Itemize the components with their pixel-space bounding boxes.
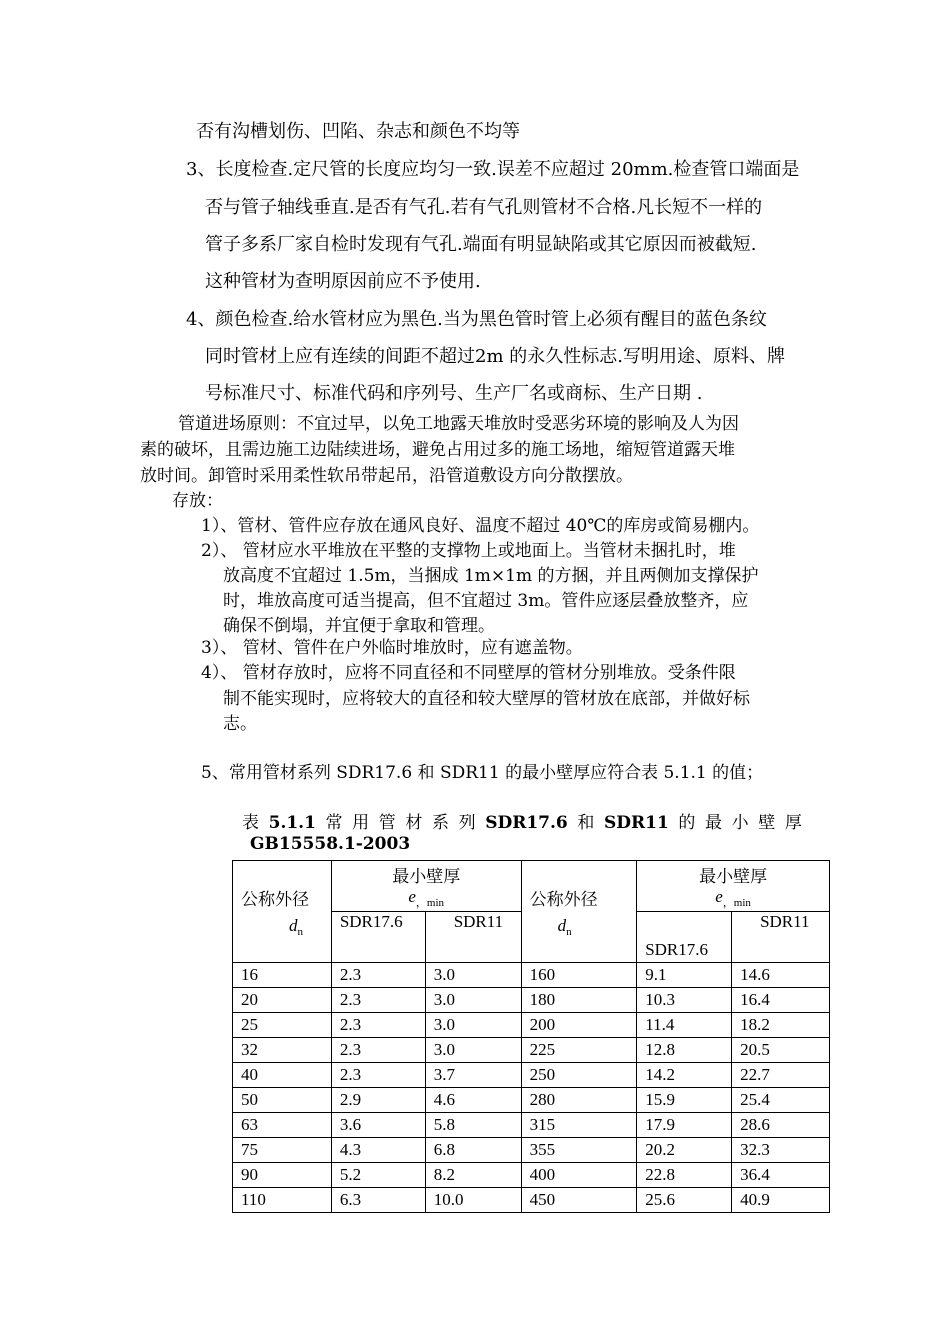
table-cell: 3.6 [331,1113,425,1138]
caption-word: 表 [242,813,259,833]
table-caption [242,813,802,855]
dn-symbol: $d_n$ [557,916,572,938]
table-cell: 6.3 [331,1188,425,1213]
text-line: 5、常用管材系列 SDR17.6 和 SDR11 的最小壁厚应符合表 5.1.1 的值； [201,763,764,783]
text-line: 否有沟槽划伤、凹陷、杂志和颜色不均等 [196,121,520,142]
table-cell: 20 [233,988,332,1013]
table-cell: 25 [233,1013,332,1038]
table-cell: 16 [233,963,332,988]
text-line: 4）、 管材存放时，应将不同直径和不同壁厚的管材分别堆放。受条件限 [201,663,736,683]
table-cell: 160 [521,963,637,988]
table-row [233,1088,830,1113]
dn-symbol: $d_n$ [289,916,303,938]
table-row [233,1113,830,1138]
dn-header-label: 公称外径 [241,890,309,909]
table-cell: 3.0 [425,963,521,988]
table-cell: 9.1 [637,963,732,988]
emin-header-cell [637,861,830,912]
table-cell: 20.2 [637,1138,732,1163]
table-cell: 5.2 [331,1163,425,1188]
table-cell: 40 [233,1063,332,1088]
table-row [233,1063,830,1088]
table-cell: 2.3 [331,1038,425,1063]
table-cell: 250 [521,1063,637,1088]
table-cell: 180 [521,988,637,1013]
text-line: 制不能实现时，应将较大的直径和较大壁厚的管材放在底部，并做好标 [223,689,750,709]
table-cell: 225 [521,1038,637,1063]
table-cell: 75 [233,1138,332,1163]
caption-word: 列 [458,813,476,833]
table-cell: 315 [521,1113,637,1138]
caption-word: SDR17.6 [485,813,568,833]
text-line: 3、长度检查.定尺管的长度应均匀一致.误差不应超过 20mm.检查管口端面是 [186,159,800,180]
text-line: 同时管材上应有连续的间距不超过2m 的永久性标志.写明用途、原料、牌 [205,346,785,367]
text-line: 存放： [172,491,223,511]
caption-word: 厚 [784,813,802,833]
table-header-row [233,861,830,912]
text-line: 时，堆放高度可适当提高，但不宜超过 3m。管件应逐层叠放整齐，应 [223,591,749,611]
table-cell: 28.6 [732,1113,830,1138]
table-cell: 10.3 [637,988,732,1013]
table-cell: 2.3 [331,1063,425,1088]
table-row [233,1013,830,1038]
caption-word: 和 [577,813,595,833]
caption-word: 5.1.1 [268,813,316,833]
table-cell: 15.9 [637,1088,732,1113]
table-cell: 32.3 [732,1138,830,1163]
table-cell: 2.9 [331,1088,425,1113]
caption-line-1 [242,813,802,834]
sdr11-header: SDR11 [425,912,521,963]
table-cell: 36.4 [732,1163,830,1188]
table-cell: 355 [521,1138,637,1163]
dn-header-cell [233,861,332,963]
table-cell: 2.3 [331,963,425,988]
text-line: 确保不倒塌，并宜便于拿取和管理。 [223,616,495,636]
table-cell: 200 [521,1013,637,1038]
table-cell: 18.2 [732,1013,830,1038]
table-row [233,988,830,1013]
table-cell: 4.3 [331,1138,425,1163]
table-cell: 17.9 [637,1113,732,1138]
emin-symbol: $e_{,min}$ [715,887,751,909]
table-cell: 16.4 [732,988,830,1013]
text-line: 2）、 管材应水平堆放在平整的支撑物上或地面上。当管材未捆扎时，堆 [201,541,736,561]
caption-word: 材 [405,813,423,833]
table-cell: 400 [521,1163,637,1188]
table-cell: 25.6 [637,1188,732,1213]
table-cell: 280 [521,1088,637,1113]
table-cell: 32 [233,1038,332,1063]
caption-word: 最 [705,813,723,833]
emin-header-label: 最小壁厚 [699,867,768,886]
table-row [233,1138,830,1163]
sdr11-header: SDR11 [732,912,830,963]
table-cell: 25.4 [732,1088,830,1113]
min-wall-thickness-table [232,860,830,1213]
table-cell: 4.6 [425,1088,521,1113]
caption-standard: GB15558.1-2003 [250,834,411,854]
table-row [233,1188,830,1213]
caption-word: 壁 [758,813,776,833]
text-line: 管子多系厂家自检时发现有气孔.端面有明显缺陷或其它原因而被截短. [205,234,757,255]
table-cell: 3.0 [425,1038,521,1063]
caption-word: 系 [431,813,449,833]
sdr176-header: SDR17.6 [637,912,732,963]
table-cell: 110 [233,1188,332,1213]
dn-header-cell [521,861,637,963]
text-line: 3）、 管材、管件在户外临时堆放时，应有遮盖物。 [201,638,583,658]
table-cell: 12.8 [637,1038,732,1063]
text-line: 放时间。卸管时采用柔性软吊带起吊，沿管道敷设方向分散摆放。 [140,466,633,486]
table-cell: 40.9 [732,1188,830,1213]
table-cell: 2.3 [331,988,425,1013]
table-cell: 50 [233,1088,332,1113]
table-cell: 90 [233,1163,332,1188]
table-row [233,1163,830,1188]
text-line: 否与管子轴线垂直.是否有气孔.若有气孔则管材不合格.凡长短不一样的 [205,197,763,218]
table-cell: 11.4 [637,1013,732,1038]
dn-header-label: 公称外径 [529,890,598,909]
text-line: 号标准尺寸、标准代码和序列号、生产厂名或商标、生产日期 . [205,383,703,404]
table-cell: 63 [233,1113,332,1138]
table-cell: 22.7 [732,1063,830,1088]
caption-word: 管 [378,813,396,833]
caption-word: 的 [678,813,696,833]
text-line: 管道进场原则：不宜过早，以免工地露天堆放时受恶劣环境的影响及人为因 [178,414,739,434]
text-line: 1）、管材、管件应存放在通风良好、温度不超过 40℃的库房或简易棚内。 [201,516,760,536]
sdr176-header: SDR17.6 [331,912,425,963]
table-cell: 20.5 [732,1038,830,1063]
caption-word: 常 [325,813,343,833]
emin-symbol: $e_{,min}$ [408,887,445,909]
table-cell: 5.8 [425,1113,521,1138]
text-line: 素的破坏，且需边施工边陆续进场，避免占用过多的施工场地，缩短管道露天堆 [140,440,735,460]
table-cell: 450 [521,1188,637,1213]
table-cell: 6.8 [425,1138,521,1163]
text-line: 志。 [223,714,257,734]
table-cell: 3.7 [425,1063,521,1088]
table-cell: 2.3 [331,1013,425,1038]
table-cell: 8.2 [425,1163,521,1188]
text-line: 4、颜色检查.给水管材应为黑色.当为黑色管时管上必须有醒目的蓝色条纹 [186,309,767,330]
text-line: 这种管材为查明原因前应不予使用. [205,271,481,292]
table-row [233,963,830,988]
emin-header-cell [331,861,521,912]
table-cell: 10.0 [425,1188,521,1213]
table-cell: 14.6 [732,963,830,988]
table-cell: 14.2 [637,1063,732,1088]
table-cell: 3.0 [425,988,521,1013]
table-cell: 22.8 [637,1163,732,1188]
table-row [233,1038,830,1063]
text-line: 放高度不宜超过 1.5m，当捆成 1m×1m 的方捆，并且两侧加支撑保护 [223,566,759,586]
caption-word: 用 [352,813,370,833]
table-cell: 3.0 [425,1013,521,1038]
caption-word: 小 [731,813,749,833]
caption-word: SDR11 [603,813,669,833]
emin-header-label: 最小壁厚 [392,867,461,886]
